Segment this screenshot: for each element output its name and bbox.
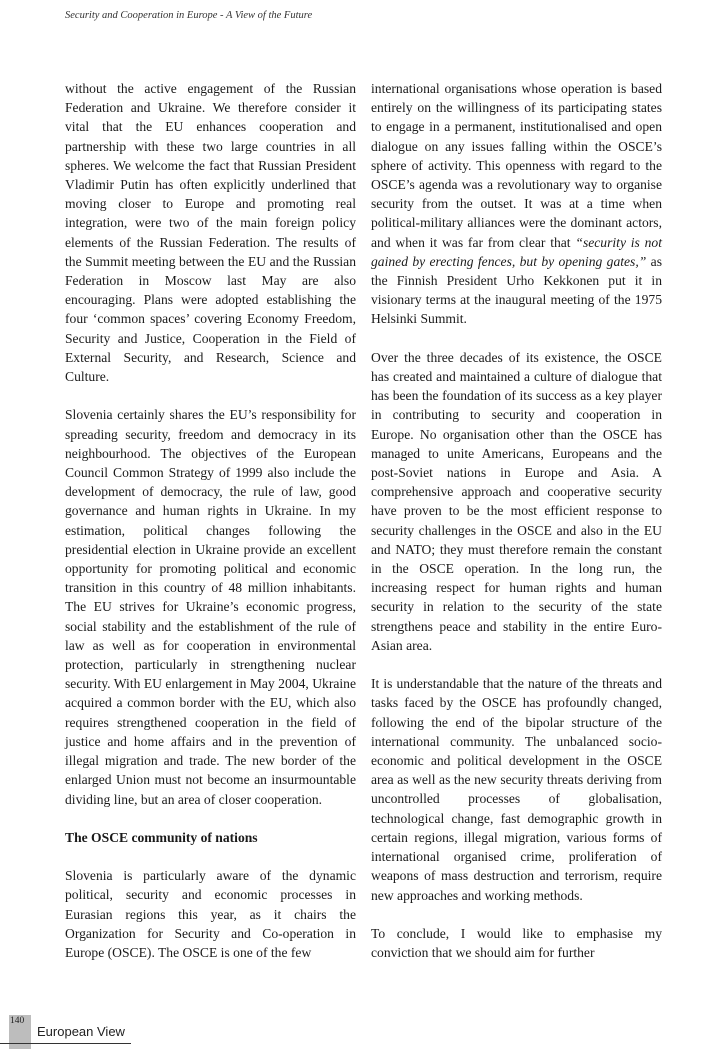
right-paragraph-4: To conclude, I would like to emphasise my conviction that we should aim for further bbox=[371, 925, 662, 961]
left-paragraph-1: without the active engagement of the Russian Federation and Ukraine. We therefore consider it vital that the EU enhances cooperation and partnership with these two large countries in all spheres. We welcome the fact that Russian President Vladimir Putin has often explicitly underlined that moving closer to Europe and promoting real integration, were two of the main foreign policy elements of the Russian Federation. The results of the Summit meeting between the EU and the Russian Federation in Moscow last May are also encouraging. Plans were adopted establishing the four ‘common spaces’ covering Economy Freedom, Security and Justice, Cooperation in the Field of External Security, and Research, Science and Culture. bbox=[65, 81, 356, 385]
page-number: 140 bbox=[10, 1016, 25, 1026]
right-column bbox=[371, 79, 662, 962]
left-paragraph-3: Slovenia is particularly aware of the dynamic political, security and economic processes in Eurasian regions this year, as it chairs the Organization for Security and Co-operation in Europe (OSCE). The OSCE is one of the few bbox=[65, 868, 356, 961]
running-head: Security and Cooperation in Europe - A View of the Future bbox=[65, 10, 313, 21]
footer-rule bbox=[0, 1043, 131, 1044]
right-paragraph-3: It is understandable that the nature of the threats and tasks faced by the OSCE has profoundly changed, following the end of the bipolar structure of the international community. The unbalanced socio-economic and political development in the OSCE area as well as the new security threats deriving from uncontrolled processes of globalisation, technological change, fast demographic growth in certain regions, illegal migration, various forms of international organised crime, proliferation of weapons of mass destruction and terrorism, require new approaches and working methods. bbox=[371, 676, 662, 903]
left-column bbox=[65, 79, 356, 962]
section-heading: The OSCE community of nations bbox=[65, 829, 258, 845]
right-paragraph-1 bbox=[371, 79, 662, 329]
kekkonen-quote: “security is not gained by erecting fences, but by opening gates,” bbox=[371, 234, 662, 269]
right-paragraph-1-text-a: international organisations whose operation is based entirely on the willingness of its participating states to engage in a permanent, institutionalised and open dialogue on any issues falling within the OSCE’s sphere of activity. This openness with regard to the OSCE’s agenda was a revolutionary way to organise security from the outset. It was at a time when political-military alliances were the dominant actors, and when it was far from clear that bbox=[371, 81, 662, 250]
right-paragraph-1-text-b: as the Finnish President Urho Kekkonen put it in visionary terms at the inaugural meeting of the 1975 Helsinki Summit. bbox=[371, 253, 662, 327]
right-paragraph-2: Over the three decades of its existence, the OSCE has created and maintained a culture of dialogue that has been the foundation of its success as a key player in contributing to security and cooperation in Europe. No organisation other than the OSCE has managed to unite Americans, Europeans and the post-Soviet nations in Europe and Asia. A comprehensive approach and cooperative security have proven to be the most efficient response to security challenges in the OSCE and also in the EU and NATO; they must therefore remain the constant in the OSCE operation. In the long run, the increasing respect for human rights and human security in relation to the security of the state strengthens peace and stability in the entire Euro-Asian area. bbox=[371, 349, 662, 653]
publication-name: European View bbox=[37, 1024, 125, 1039]
left-paragraph-2: Slovenia certainly shares the EU’s responsibility for spreading security, freedom and democracy in its neighbourhood. The objectives of the European Council Common Strategy of 1999 also include the development of democracy, the rule of law, good governance and human rights in Ukraine. In my estimation, political changes following the presidential election in Ukraine provide an excellent opportunity for promoting political and economic transition in this country of 48 million inhabitants. The EU strives for Ukraine’s economic progress, social stability and the establishment of the rule of law as well as for cooperation in environmental protection, particularly in strengthening nuclear security. With EU enlargement in May 2004, Ukraine acquired a common border with the EU, which also requires strengthened cooperation in the field of justice and home affairs and in the prevention of illegal migration and trade. The new border of the enlarged Union must not become an insurmountable dividing line, but an area of closer cooperation. bbox=[65, 407, 356, 807]
